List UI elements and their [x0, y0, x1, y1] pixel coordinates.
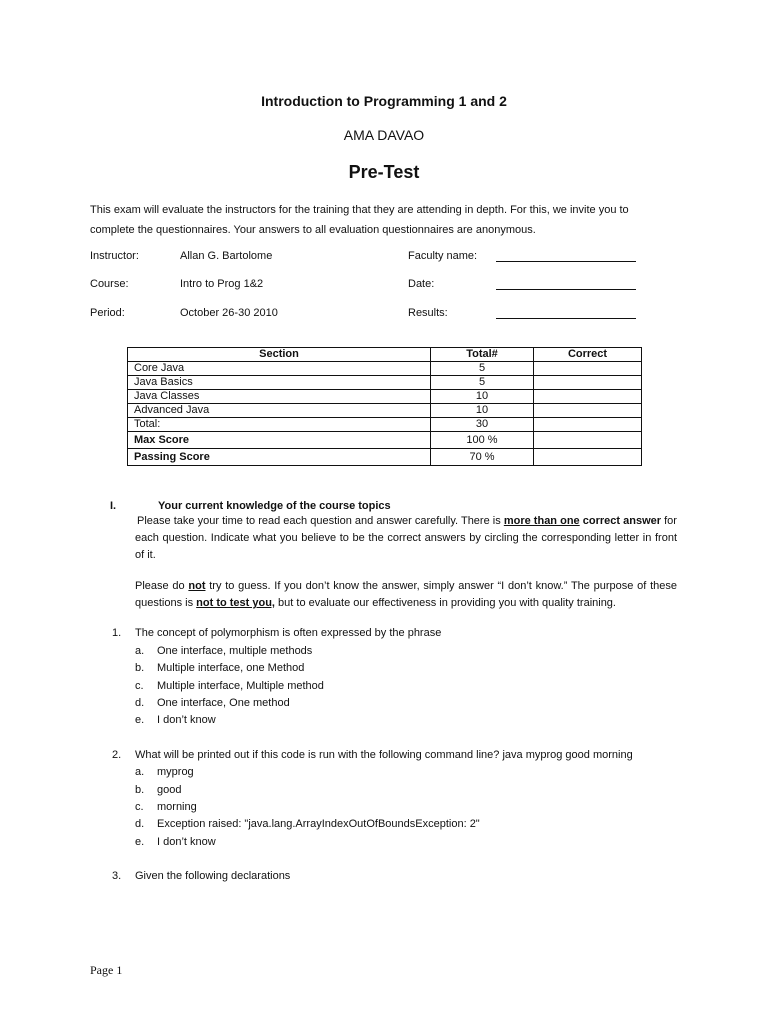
option-letter: b.	[135, 662, 145, 674]
option-text: Exception raised: "java.lang.ArrayIndexOutOfBoundsException: 2"	[157, 818, 480, 830]
results-blank	[496, 308, 636, 319]
emphasis-correct-answer: correct answer	[579, 515, 662, 527]
table-header-row	[128, 348, 642, 362]
table-row	[128, 390, 642, 404]
instructor-label: Instructor:	[90, 250, 139, 262]
list-item	[135, 697, 290, 709]
date-label: Date:	[408, 278, 435, 290]
option-letter: a.	[135, 645, 145, 657]
row-total: 10	[431, 404, 534, 418]
question-2	[112, 749, 633, 761]
option-text: Multiple interface, one Method	[157, 662, 305, 674]
list-item	[135, 836, 216, 848]
row-section: Advanced Java	[128, 404, 431, 418]
course-label: Course:	[90, 278, 129, 290]
list-item	[135, 801, 197, 813]
row-correct	[534, 362, 642, 376]
table-row	[128, 418, 642, 432]
table-row	[128, 376, 642, 390]
table-row	[128, 362, 642, 376]
option-letter: c.	[135, 801, 144, 813]
question-number: 3.	[112, 870, 122, 882]
option-text: One interface, multiple methods	[157, 645, 313, 657]
option-text: morning	[157, 801, 197, 813]
question-text: What will be printed out if this code is run with the following command line? java myprog good morning	[135, 749, 633, 761]
passing-score-correct	[534, 449, 642, 466]
guess-text-end: but to evaluate our effectiveness in providing you with quality training.	[274, 597, 616, 609]
question-text: Given the following declarations	[135, 870, 291, 882]
row-total: 5	[431, 376, 534, 390]
option-letter: d.	[135, 697, 145, 709]
list-item	[135, 714, 216, 726]
question-1	[112, 627, 441, 639]
option-text: I don’t know	[157, 714, 216, 726]
emphasis-not: not	[188, 580, 206, 592]
list-item	[135, 818, 480, 830]
instructions-text-cont: for each question. Indicate what you believe to be the correct answers by circling the corresponding letter in front of it.	[135, 515, 677, 561]
option-letter: d.	[135, 818, 145, 830]
header-total: Total#	[431, 348, 534, 362]
page-number: Page 1	[90, 963, 123, 977]
header-correct: Correct	[534, 348, 642, 362]
row-correct	[534, 390, 642, 404]
passing-score-row	[128, 449, 642, 466]
emphasis-not-to-test: not to test you,	[196, 597, 275, 609]
max-score-value: 100 %	[431, 432, 534, 449]
instructions-text: Please take your time to read each question and answer carefully. There is	[137, 515, 504, 527]
row-correct	[534, 404, 642, 418]
section-title: Your current knowledge of the course topics	[158, 500, 391, 512]
row-section: Java Classes	[128, 390, 431, 404]
faculty-label: Faculty name:	[408, 250, 478, 262]
list-item	[135, 680, 324, 692]
row-section: Total:	[128, 418, 431, 432]
header-section: Section	[128, 348, 431, 362]
intro-paragraph: This exam will evaluate the instructors for the training that they are attending in depth. For this, we invite you to complete the questionnaires. Your answers to all evaluation questionnaires are anonymous.	[90, 204, 629, 236]
date-blank	[496, 279, 636, 290]
option-text: I don’t know	[157, 836, 216, 848]
list-item	[135, 766, 194, 778]
option-letter: e.	[135, 714, 145, 726]
row-section: Core Java	[128, 362, 431, 376]
question-text: The concept of polymorphism is often expressed by the phrase	[135, 627, 442, 639]
emphasis-more-than-one: more than one	[503, 515, 580, 527]
instructions-paragraph	[135, 513, 677, 564]
option-text: good	[157, 784, 182, 796]
faculty-blank	[496, 251, 636, 262]
row-total: 10	[431, 390, 534, 404]
option-text: One interface, One method	[157, 697, 290, 709]
results-label: Results:	[408, 307, 448, 319]
question-number: 2.	[112, 749, 122, 761]
section-heading	[110, 500, 391, 512]
max-score-label: Max Score	[128, 432, 431, 449]
option-text: myprog	[157, 766, 194, 778]
option-letter: c.	[135, 680, 144, 692]
course-value: Intro to Prog 1&2	[180, 278, 264, 290]
row-correct	[534, 418, 642, 432]
course-title: Introduction to Programming 1 and 2	[261, 93, 507, 109]
option-letter: b.	[135, 784, 145, 796]
guess-text: Please do	[135, 580, 189, 592]
test-title: Pre-Test	[348, 162, 420, 182]
list-item	[135, 662, 304, 674]
max-score-correct	[534, 432, 642, 449]
guess-text-cont: try to guess. If you don’t know the answer, simply answer “I don’t know.” The purpose of these questions is	[135, 580, 677, 609]
list-item	[135, 645, 312, 657]
passing-score-label: Passing Score	[128, 449, 431, 466]
table-row	[128, 404, 642, 418]
period-value: October 26-30 2010	[180, 307, 278, 319]
option-letter: a.	[135, 766, 145, 778]
max-score-row	[128, 432, 642, 449]
row-total: 30	[431, 418, 534, 432]
guess-paragraph	[135, 578, 677, 612]
school-name: AMA DAVAO	[343, 127, 425, 143]
period-label: Period:	[90, 307, 125, 319]
score-table	[127, 347, 642, 466]
row-total: 5	[431, 362, 534, 376]
row-section: Java Basics	[128, 376, 431, 390]
section-number: I.	[110, 500, 117, 512]
option-text: Multiple interface, Multiple method	[157, 680, 324, 692]
instructor-value: Allan G. Bartolome	[180, 250, 273, 262]
question-number: 1.	[112, 627, 122, 639]
question-3	[112, 870, 290, 882]
passing-score-value: 70 %	[431, 449, 534, 466]
list-item	[135, 784, 181, 796]
option-letter: e.	[135, 836, 145, 848]
row-correct	[534, 376, 642, 390]
